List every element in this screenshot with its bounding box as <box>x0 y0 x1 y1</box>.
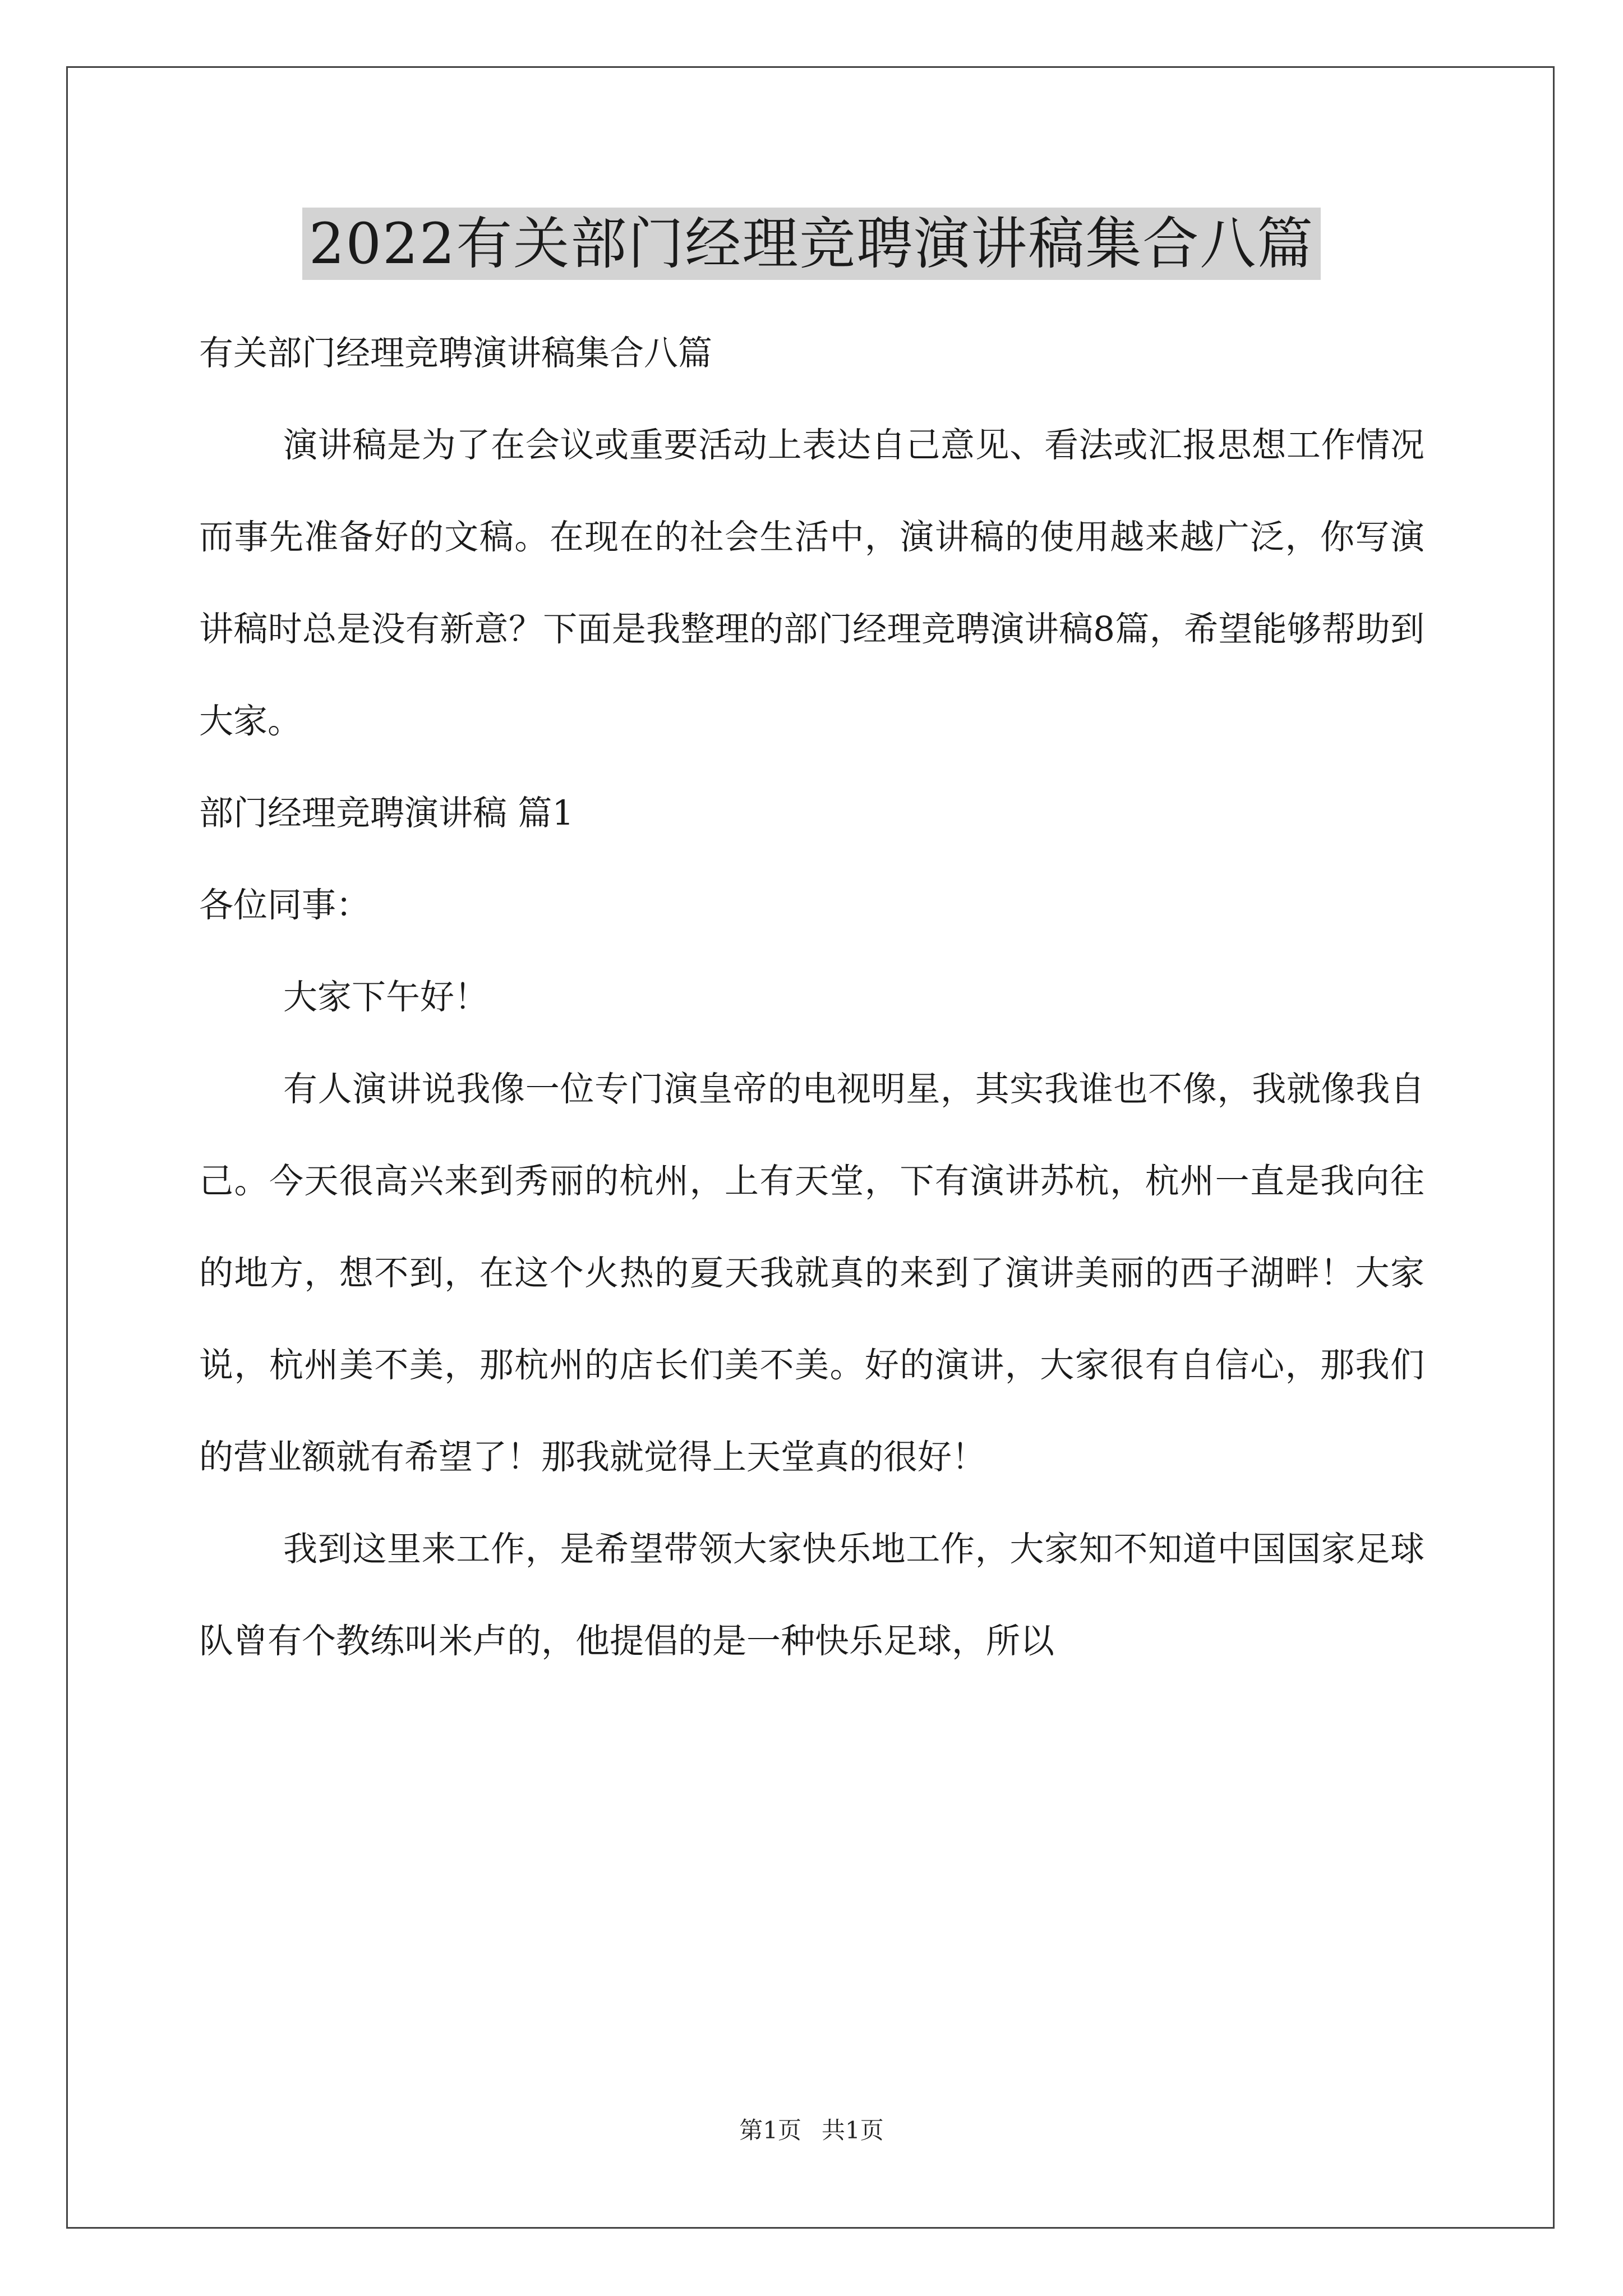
paragraph-intro: 演讲稿是为了在会议或重要活动上表达自己意见、看法或汇报思想工作情况而事先准备好的文稿。在现在的社会生活中，演讲稿的使用越来越广泛，你写演讲稿时总是没有新意？下面是我整理的部门经理竞聘演讲稿8篇，希望能够帮助到大家。 <box>199 425 1424 741</box>
document-title-text: 2022有关部门经理竞聘演讲稿集合八篇 <box>302 208 1321 280</box>
paragraph-body: 我到这里来工作，是希望带领大家快乐地工作，大家知不知道中国国家足球队曾有个教练叫米卢的，他提倡的是一种快乐足球，所以 <box>199 1529 1424 1661</box>
page-footer <box>0 2114 1623 2147</box>
paragraph-greeting: 大家下午好！ <box>283 977 489 1017</box>
paragraph-salutation: 各位同事： <box>199 885 371 925</box>
page-number: 第1页 <box>739 2116 801 2144</box>
paragraph-subtitle: 有关部门经理竞聘演讲稿集合八篇 <box>199 333 713 373</box>
document-body <box>199 307 1424 1687</box>
page-total: 共1页 <box>822 2116 884 2144</box>
section-heading: 部门经理竞聘演讲稿 篇1 <box>199 793 574 833</box>
paragraph-body: 有人演讲说我像一位专门演皇帝的电视明星，其实我谁也不像，我就像我自己。今天很高兴来到秀丽的杭州，上有天堂，下有演讲苏杭，杭州一直是我向往的地方，想不到，在这个火热的夏天我就真的来到了演讲美丽的西子湖畔！大家说，杭州美不美，那杭州的店长们美不美。好的演讲，大家很有自信心，那我们的营业额就有希望了！那我就觉得上天堂真的很好！ <box>199 1069 1424 1477</box>
document-title <box>0 202 1623 286</box>
